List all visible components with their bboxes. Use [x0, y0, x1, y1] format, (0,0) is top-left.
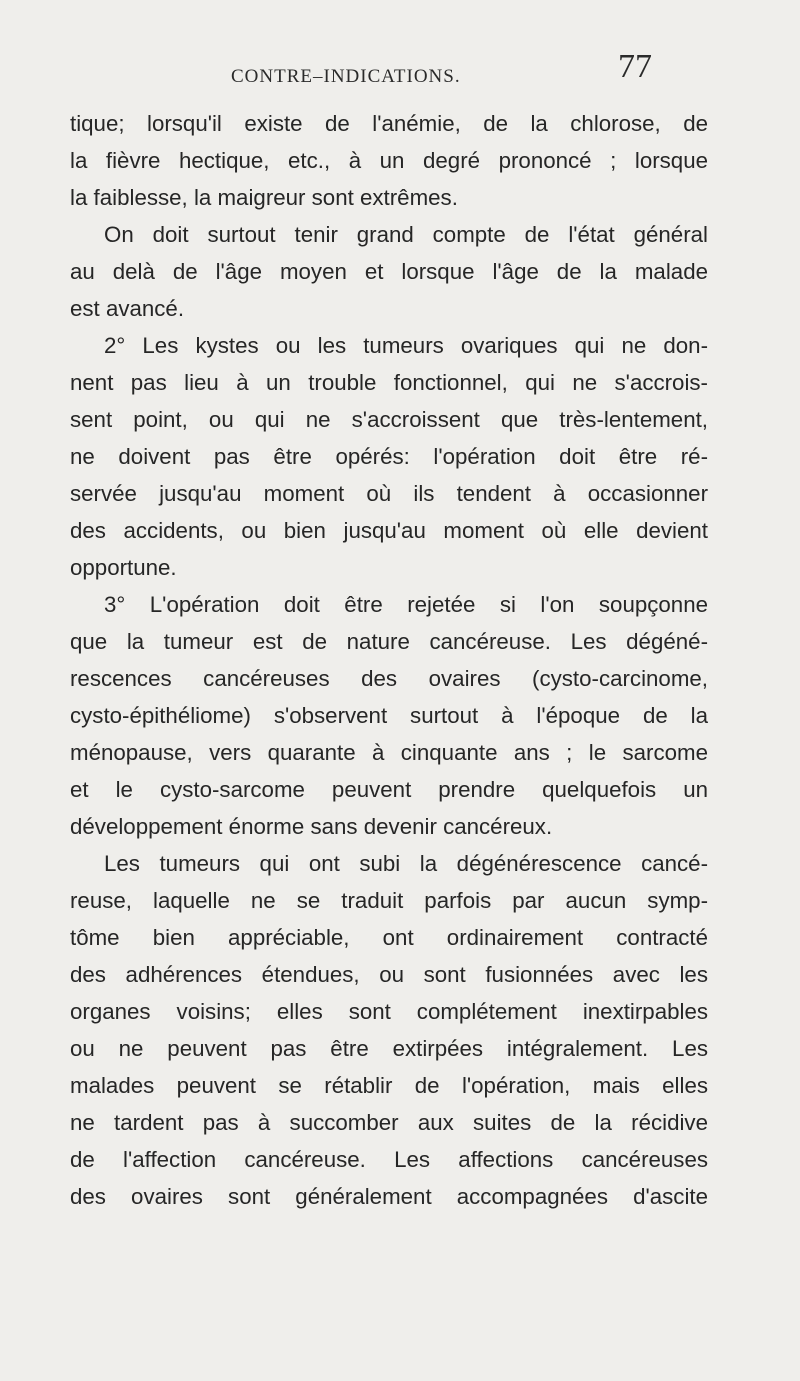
text-line: ne doivent pas être opérés: l'opération doit être ré- — [70, 444, 708, 469]
text-line: servée jusqu'au moment où ils tendent à occasionner — [70, 481, 708, 506]
text-line: développement énorme sans devenir cancéreux. — [70, 814, 553, 839]
text-line: opportune. — [70, 555, 177, 580]
text-line: ne tardent pas à succomber aux suites de la récidive — [70, 1110, 708, 1135]
text-line: des ovaires sont généralement accompagnées d'ascite — [70, 1184, 708, 1209]
page-header — [0, 48, 800, 96]
text-line: nent pas lieu à un trouble fonctionnel, qui ne s'accrois- — [70, 370, 708, 395]
text-line: 3° L'opération doit être rejetée si l'on soupçonne — [104, 592, 708, 617]
text-line: que la tumeur est de nature cancéreuse. Les dégéné- — [70, 629, 708, 654]
page-number: 77 — [618, 48, 652, 85]
text-line: sent point, ou qui ne s'accroissent que très-lentement, — [70, 407, 708, 432]
text-line: la faiblesse, la maigreur sont extrêmes. — [70, 185, 458, 210]
text-line: la fièvre hectique, etc., à un degré prononcé ; lorsque — [70, 148, 708, 173]
text-line: au delà de l'âge moyen et lorsque l'âge de la malade — [70, 259, 708, 284]
text-line: ou ne peuvent pas être extirpées intégralement. Les — [70, 1036, 708, 1061]
text-line: de l'affection cancéreuse. Les affections cancéreuses — [70, 1147, 708, 1172]
text-line: est avancé. — [70, 296, 185, 321]
text-line: ménopause, vers quarante à cinquante ans ; le sarcome — [70, 740, 708, 765]
text-line: organes voisins; elles sont complétement inextirpables — [70, 999, 708, 1024]
running-title: CONTRE–INDICATIONS. — [231, 66, 461, 87]
text-line: cysto-épithéliome) s'observent surtout à l'époque de la — [70, 703, 708, 728]
text-line: rescences cancéreuses des ovaires (cysto-carcinome, — [70, 666, 708, 691]
text-line: Les tumeurs qui ont subi la dégénérescence cancé- — [104, 851, 708, 876]
text-line: On doit surtout tenir grand compte de l'état général — [104, 222, 708, 247]
text-line: tôme bien appréciable, ont ordinairement contracté — [70, 925, 708, 950]
text-line: reuse, laquelle ne se traduit parfois par aucun symp- — [70, 888, 708, 913]
text-line: tique; lorsqu'il existe de l'anémie, de la chlorose, de — [70, 111, 708, 136]
text-line: et le cysto-sarcome peuvent prendre quelquefois un — [70, 777, 708, 802]
text-line: 2° Les kystes ou les tumeurs ovariques qui ne don- — [104, 333, 708, 358]
text-line: des accidents, ou bien jusqu'au moment où elle devient — [70, 518, 708, 543]
text-line: des adhérences étendues, ou sont fusionnées avec les — [70, 962, 708, 987]
text-line: malades peuvent se rétablir de l'opération, mais elles — [70, 1073, 708, 1098]
